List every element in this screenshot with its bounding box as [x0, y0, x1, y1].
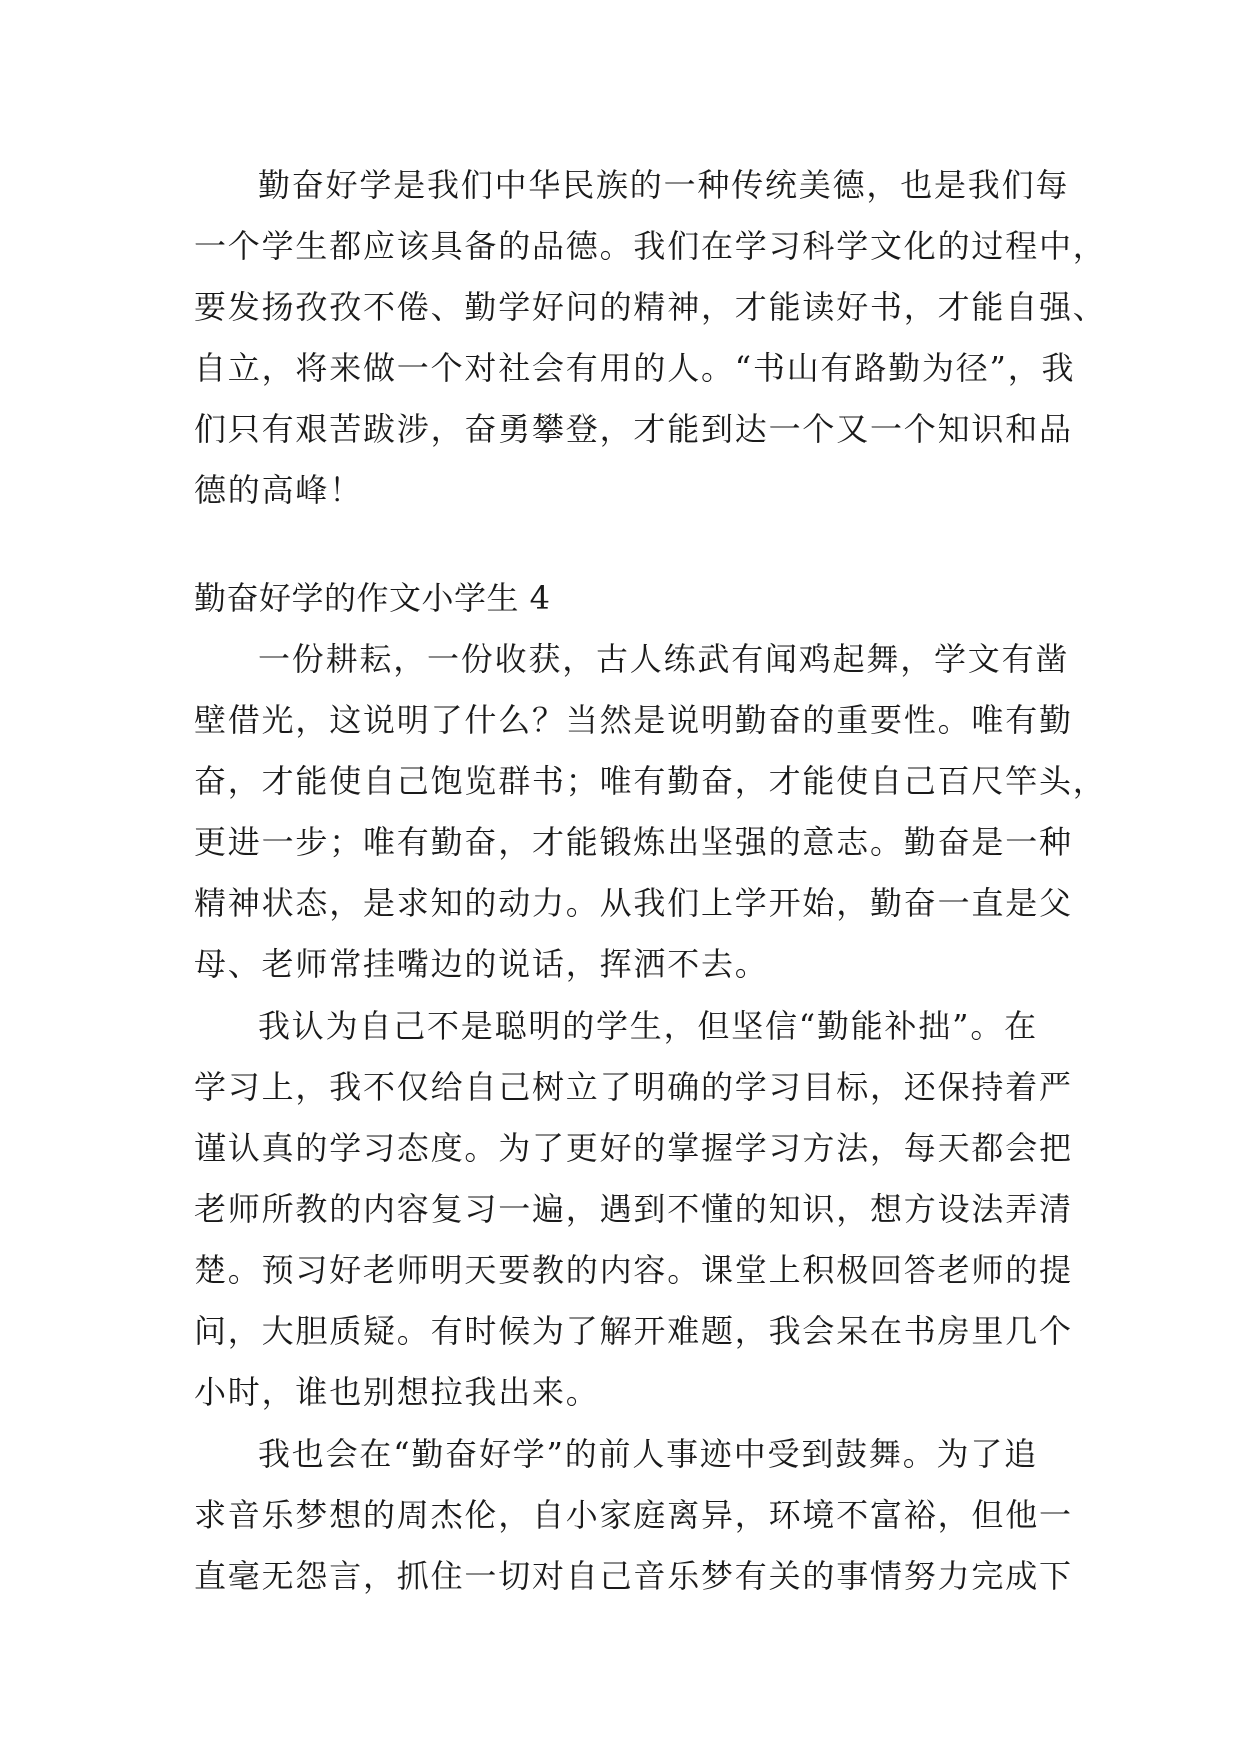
paragraph-2-line-6: 母、老师常挂嘴边的说话，挥洒不去。: [194, 945, 769, 983]
paragraph-4-line-3: 直毫无怨言，抓住一切对自己音乐梦有关的事情努力完成下: [194, 1557, 1073, 1595]
paragraph-3-line-3: 谨认真的学习态度。为了更好的掌握学习方法，每天都会把: [194, 1129, 1073, 1167]
paragraph-3-line-4: 老师所教的内容复习一遍，遇到不懂的知识，想方设法弄清: [194, 1190, 1073, 1228]
paragraph-2-line-4: 更进一步；唯有勤奋，才能锻炼出坚强的意志。勤奋是一种: [194, 823, 1073, 861]
paragraph-1-line-1: 勤奋好学是我们中华民族的一种传统美德，也是我们每: [258, 166, 1070, 204]
paragraph-2-line-1: 一份耕耘，一份收获，古人练武有闻鸡起舞，学文有凿: [258, 640, 1070, 678]
paragraph-2-line-5: 精神状态，是求知的动力。从我们上学开始，勤奋一直是父: [194, 884, 1073, 922]
paragraph-4-line-2: 求音乐梦想的周杰伦，自小家庭离异，环境不富裕，但他一: [194, 1496, 1073, 1534]
paragraph-1-line-5: 们只有艰苦跋涉，奋勇攀登，才能到达一个又一个知识和品: [194, 410, 1073, 448]
paragraph-3-line-2: 学习上，我不仅给自己树立了明确的学习目标，还保持着严: [194, 1068, 1073, 1106]
paragraph-3-line-7: 小时，谁也别想拉我出来。: [194, 1373, 600, 1411]
paragraph-3-line-6: 问，大胆质疑。有时候为了解开难题，我会呆在书房里几个: [194, 1312, 1073, 1350]
paragraph-1-line-2: 一个学生都应该具备的品德。我们在学习科学文化的过程中，: [194, 227, 1107, 265]
section-heading: 勤奋好学的作文小学生 4: [194, 579, 551, 617]
paragraph-3-line-5: 楚。预习好老师明天要教的内容。课堂上积极回答老师的提: [194, 1251, 1073, 1289]
paragraph-4-line-1: 我也会在“勤奋好学”的前人事迹中受到鼓舞。为了追: [258, 1435, 1038, 1473]
paragraph-1-line-4: 自立，将来做一个对社会有用的人。“书山有路勤为径”，我: [194, 349, 1076, 387]
paragraph-1-line-6: 德的高峰！: [194, 471, 364, 509]
paragraph-2-line-3: 奋，才能使自己饱览群书；唯有勤奋，才能使自己百尺竿头，: [194, 762, 1107, 800]
paragraph-1-line-3: 要发扬孜孜不倦、勤学好问的精神，才能读好书，才能自强、: [194, 288, 1107, 326]
paragraph-3-line-1: 我认为自己不是聪明的学生，但坚信“勤能补拙”。在: [258, 1007, 1038, 1045]
paragraph-2-line-2: 壁借光，这说明了什么？当然是说明勤奋的重要性。唯有勤: [194, 701, 1073, 739]
